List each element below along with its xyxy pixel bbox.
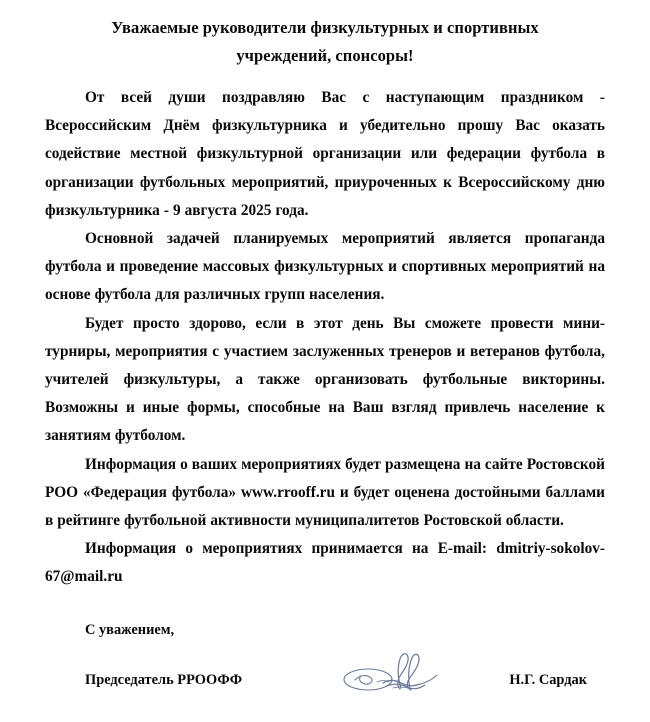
signer-name: Н.Г. Сардак: [509, 671, 587, 688]
paragraph-objective: Основной задачей планируемых мероприятий является пропаганда футбола и проведение массовых физкультурных и спортивных мероприятий на основе футбола для различных групп населения.: [45, 230, 605, 304]
paragraph-suggestions: Будет просто здорово, если в этот день Вы сможете провести мини-турниры, мероприятия с участием заслуженных тренеров и ветеранов футбола, учителей физкультуры, а также организовать футбольные викторины. Возможны и иные формы, способные на Ваш взгляд привлечь население к занятиям футболом.: [45, 314, 605, 445]
document-title-line-1: Уважаемые руководители физкультурных и спортивных: [111, 18, 539, 37]
document-title: [40, 0, 610, 70]
handwritten-signature-icon: [337, 646, 455, 698]
paragraph-greeting: От всей души поздравляю Вас с наступающим праздником - Всероссийским Днём физкультурника и убедительно прошу Вас оказать содействие местной физкультурной организации или федерации футбола в организации футбольных мероприятий, приуроченных к Всероссийскому дню физкультурника - 9 августа 2025 года.: [45, 89, 605, 219]
paragraph-email-info: Информация о мероприятиях принимается на E-mail: dmitriy-sokolov-67@mail.ru: [45, 540, 605, 586]
document-title-line-2: учреждений, спонсоры!: [236, 46, 414, 65]
document-body: [40, 84, 610, 592]
regards-line: С уважением,: [85, 621, 175, 638]
signer-position-title: Председатель РРООФФ: [85, 671, 243, 688]
signature-block: [40, 616, 610, 689]
paragraph-website-info: Информация о ваших мероприятиях будет размещена на сайте Ростовской РОО «Федерация футбола» www.rrooff.ru и будет оценена достойными баллами в рейтинге футбольной активности муниципалитетов Ростовской области.: [45, 455, 605, 530]
signature-row: [45, 672, 605, 689]
